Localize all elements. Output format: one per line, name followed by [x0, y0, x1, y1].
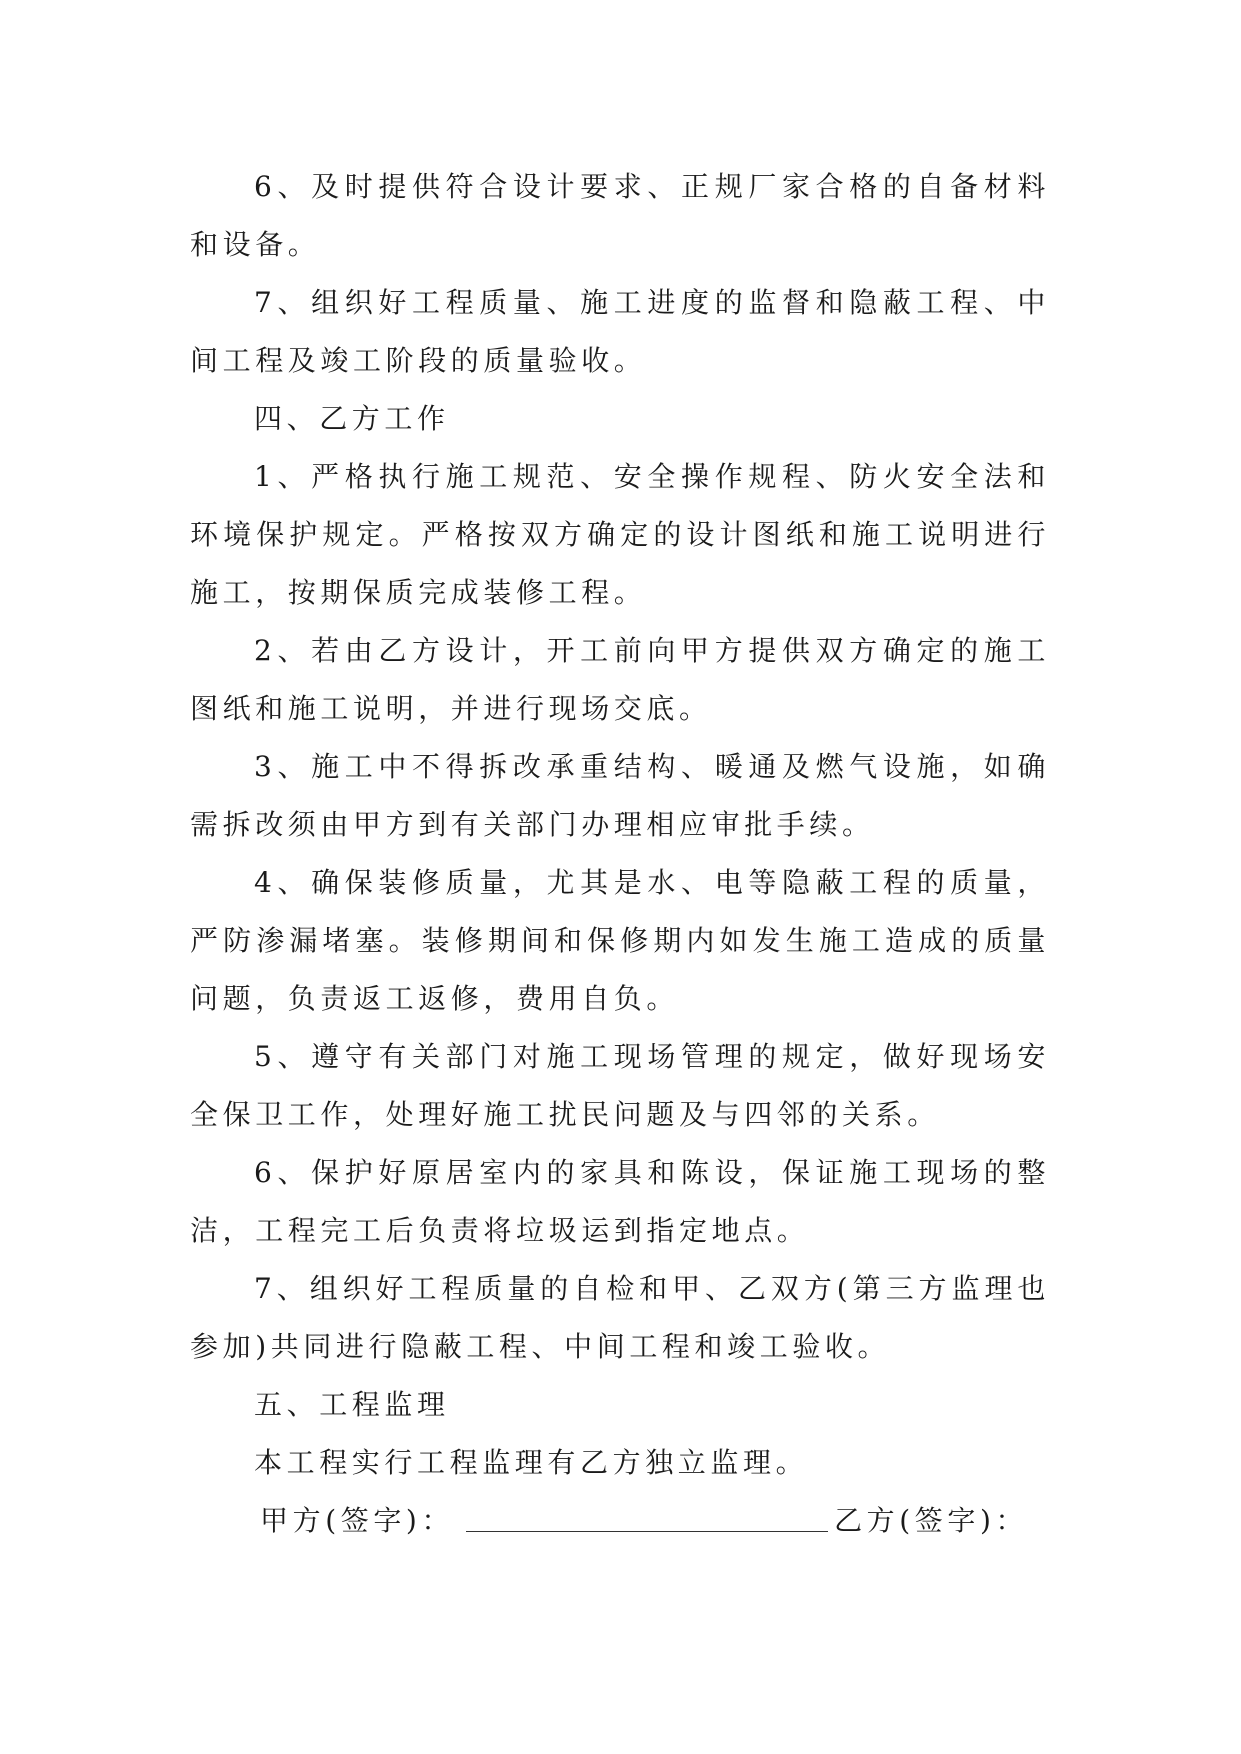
paragraph-party-b-item-5: 5、遵守有关部门对施工现场管理的规定，做好现场安全保卫工作，处理好施工扰民问题及与四邻的关系。 [190, 1040, 1050, 1131]
paragraph-supervision-body: 本工程实行工程监理有乙方独立监理。 [254, 1446, 809, 1479]
party-b-signature-label: 乙方(签字)： [834, 1504, 1029, 1537]
section-heading-party-b-duties: 四、乙方工作 [254, 402, 450, 435]
paragraph-party-b-item-7: 7、组织好工程质量的自检和甲、乙双方(第三方监理也参加)共同进行隐蔽工程、中间工程和竣工验收。 [190, 1272, 1050, 1363]
section-heading-supervision: 五、工程监理 [254, 1388, 450, 1421]
paragraph-party-b-item-2: 2、若由乙方设计，开工前向甲方提供双方确定的施工图纸和施工说明，并进行现场交底。 [190, 634, 1050, 725]
party-a-signature-label: 甲方(签字)： [260, 1504, 455, 1537]
document-body [190, 158, 1050, 1550]
paragraph-party-a-item-6: 6、及时提供符合设计要求、正规厂家合格的自备材料和设备。 [190, 170, 1050, 261]
paragraph-party-b-item-6: 6、保护好原居室内的家具和陈设，保证施工现场的整洁，工程完工后负责将垃圾运到指定地点。 [190, 1156, 1050, 1247]
paragraph-party-b-item-3: 3、施工中不得拆改承重结构、暖通及燃气设施，如确需拆改须由甲方到有关部门办理相应审批手续。 [190, 750, 1050, 841]
paragraph-party-a-item-7: 7、组织好工程质量、施工进度的监督和隐蔽工程、中间工程及竣工阶段的质量验收。 [190, 286, 1050, 377]
paragraph-party-b-item-1: 1、严格执行施工规范、安全操作规程、防火安全法和环境保护规定。严格按双方确定的设计图纸和施工说明进行施工，按期保质完成装修工程。 [190, 460, 1050, 609]
party-a-signature-line[interactable] [466, 1501, 828, 1532]
signature-row [190, 1492, 1050, 1550]
paragraph-party-b-item-4: 4、确保装修质量，尤其是水、电等隐蔽工程的质量，严防渗漏堵塞。装修期间和保修期内如发生施工造成的质量问题，负责返工返修，费用自负。 [190, 866, 1050, 1015]
